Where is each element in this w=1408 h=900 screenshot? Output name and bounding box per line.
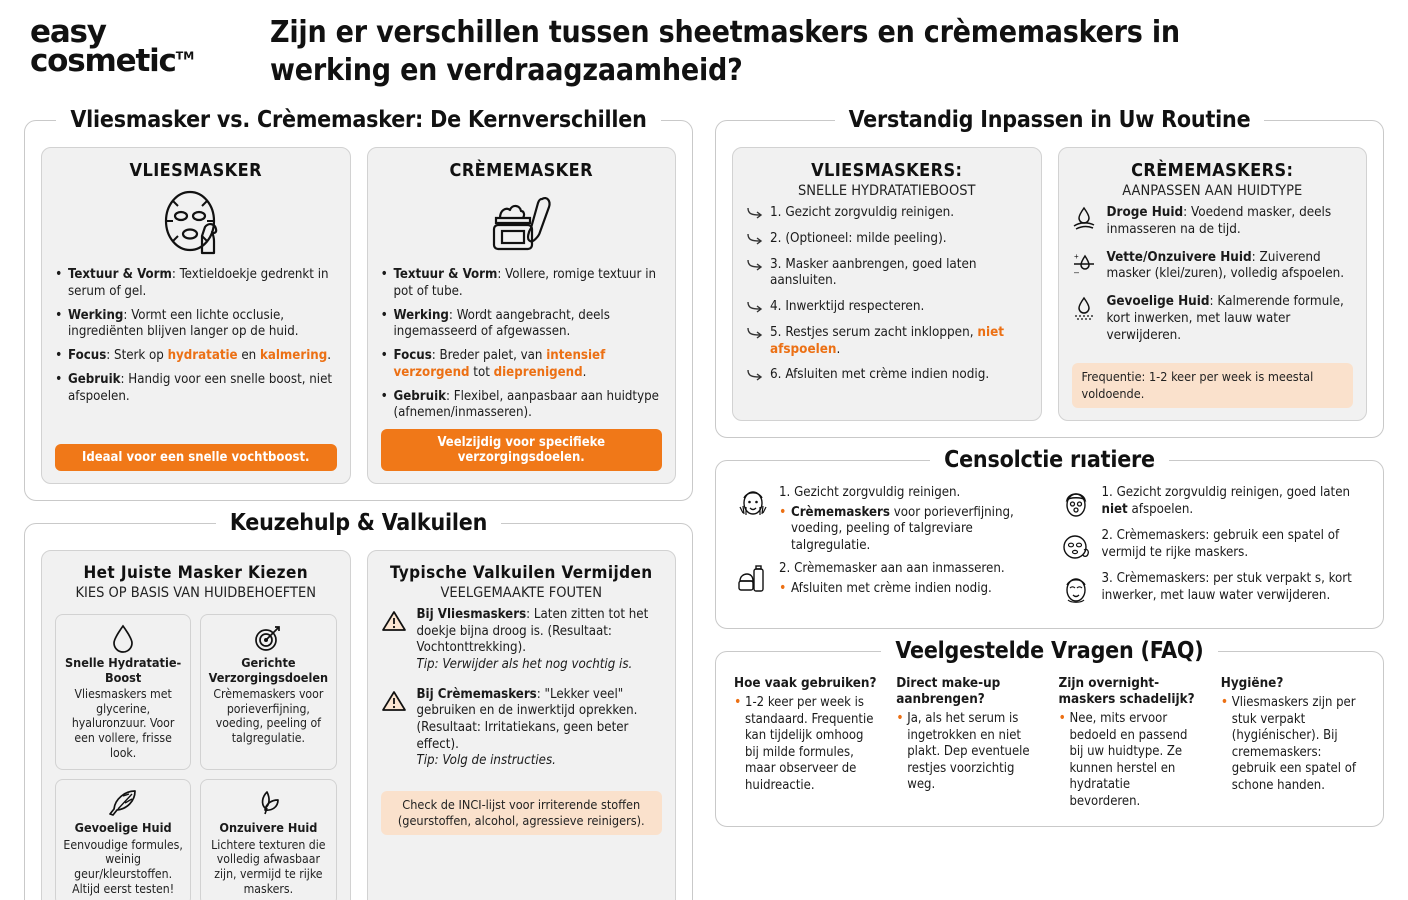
section-choice-pitfalls <box>24 510 693 900</box>
consolidation-right-list <box>1059 485 1364 614</box>
faq-item <box>1221 676 1365 810</box>
tile-desc: Lichtere texturen die volledig afwasbaar zijn, vermijd te rijke maskers. <box>211 837 326 896</box>
list-item: • Focus: Sterk op hydratatie en kalmering. <box>55 348 337 365</box>
feather-icon <box>62 788 184 818</box>
card-vliesmasker-heading: VLIESMASKER <box>129 160 262 181</box>
faq-question: Direct make-up aanbrengen? <box>896 675 1001 708</box>
item-text: Droge Huid: Voedend masker, deels inmasseren na de tijd. <box>1106 205 1332 237</box>
tile-title: Onzuivere Huid <box>219 820 318 836</box>
header <box>0 0 1408 120</box>
face-treatment-icon <box>736 485 770 555</box>
tile-hydration <box>55 614 191 770</box>
list-item <box>1059 485 1364 521</box>
svg-text:–: – <box>1073 266 1079 277</box>
face-mask-applying-icon <box>1059 528 1093 564</box>
card-pitfalls <box>367 550 677 900</box>
tile-title: Gevoelige Huid <box>74 820 172 836</box>
card-mask-chooser <box>41 550 351 900</box>
arrow-curve-icon <box>747 368 764 381</box>
pitfalls-subheading: VEELGEMAAKTE FOUTEN <box>440 585 603 602</box>
section-faq <box>715 637 1384 827</box>
faq-question: Hoe vaak gebruiken? <box>734 675 877 691</box>
sheet-mask-face-icon <box>55 187 337 257</box>
list-item: 6. Afsluiten met crème indien nodig. <box>746 367 1028 384</box>
list-item <box>1072 294 1354 344</box>
chooser-subheading: KIES OP BASIS VAN HUIDBEHOEFTEN <box>75 585 317 602</box>
section-consolidation-title: Censolctie rıatiere <box>930 447 1169 473</box>
card-routine-sheet <box>732 147 1042 421</box>
section-choice-title: Keuzehulp & Valkuilen <box>216 510 501 536</box>
arrow-curve-icon <box>747 258 764 271</box>
arrow-curve-icon <box>747 300 764 313</box>
tile-sensitive-skin <box>55 779 191 900</box>
item-text: 1. Gezicht zorgvuldig reinigen. • Crèmemaskers voor porieverfijning, voeding, peeling of talgreviare talgregulatie. <box>779 485 1041 555</box>
section-consolidation <box>715 446 1384 629</box>
pitfall-item <box>381 607 663 674</box>
list-item: 3. Masker aanbrengen, goed laten aansluiten. <box>746 257 1028 291</box>
list-item: 1. Gezicht zorgvuldig reinigen. <box>746 205 1028 222</box>
item-text: 2. Crèmemasker aan aan inmasseren. • Afsluiten met crème indien nodig. <box>779 561 1041 597</box>
water-drop-icon <box>62 623 184 653</box>
section-faq-title: Veelgestelde Vragen (FAQ) <box>881 638 1217 664</box>
tube-jar-icon <box>736 561 770 597</box>
list-item <box>736 485 1041 555</box>
card-vliesmasker <box>41 147 351 484</box>
list-item: • Werking: Vormt een lichte occlusie, ingrediënten blijven langer op de huid. <box>55 308 337 342</box>
card-routine-cream <box>1058 147 1368 421</box>
faq-answer: • Ja, als het serum is ingetrokken en niet plakt. Dep eventuele restjes voorzichtig weg. <box>896 711 1040 794</box>
brand-line-2: cosmetic <box>30 42 176 79</box>
page-title: Zijn er verschillen tussen sheetmaskers en crèmemaskers in werking en verdraagzaamheid? <box>270 15 1180 88</box>
item-text: 1. Gezicht zorgvuldig reinigen, goed laten niet afspoelen. <box>1101 484 1351 517</box>
list-item <box>1059 571 1364 607</box>
routine-sheet-subheading: SNELLE HYDRATATIEBOOST <box>798 183 976 199</box>
section-core-differences <box>24 107 693 501</box>
faq-item <box>1059 676 1203 810</box>
tile-targeted-care <box>200 614 336 770</box>
section-routine-title: Verstandig Inpassen in Uw Routine <box>835 107 1265 133</box>
list-item: • Gebruik: Handig voor een snelle boost, niet afspoelen. <box>55 372 337 406</box>
section-core-title: Vliesmasker vs. Crèmemasker: De Kernverschillen <box>56 107 660 133</box>
routine-cream-subheading: AANPASSEN AAN HUIDTYPE <box>1122 183 1303 199</box>
item-text: Gevoelige Huid: Kalmerende formule, kort inwerken, met lauw water verwijderen. <box>1106 294 1344 343</box>
routine-cream-items <box>1072 205 1354 355</box>
brand-logo <box>0 14 270 79</box>
chooser-heading: Het Juiste Masker Kiezen <box>83 563 309 584</box>
item-text: 3. Crèmemaskers: per stuk verpakt s, kort inwerker, met lauw water verwijderen. <box>1101 570 1352 603</box>
vliesmasker-pill: Ideaal voor een snelle vochtboost. <box>55 444 337 471</box>
faq-question: Zijn overnight-maskers schadelijk? <box>1058 675 1195 708</box>
left-column <box>24 107 693 900</box>
routine-cream-heading: CRÈMEMASKERS: <box>1131 160 1294 181</box>
tile-desc: Eenvoudige formules, weinig geur/kleurstoffen. Altijd eerst testen! <box>63 837 183 896</box>
list-item: 2. (Optioneel: milde peeling). <box>746 231 1028 248</box>
drop-hand-icon <box>1072 205 1098 239</box>
face-smiling-icon <box>1059 571 1093 607</box>
routine-sheet-heading: VLIESMASKERS: <box>811 160 963 181</box>
pitfall-item <box>381 687 663 770</box>
list-item: • Focus: Breder palet, van intensief verzorgend tot dieprenigend. <box>381 348 663 382</box>
list-item <box>1072 250 1354 284</box>
tile-title: Gerichte Verzorgingsdoelen <box>208 655 329 685</box>
list-item: 4. Inwerktijd respecteren. <box>746 299 1028 316</box>
right-column <box>715 107 1384 900</box>
drop-plus-minus-icon <box>1072 250 1098 284</box>
faq-item <box>734 676 878 810</box>
pitfalls-note: Check de INCI-lijst voor irriterende stoffen (geurstoffen, alcohol, agressieve reinigers). <box>381 791 663 836</box>
faq-item <box>896 676 1040 810</box>
section-routine <box>715 107 1384 438</box>
leaf-icon <box>207 788 329 818</box>
warning-triangle-icon <box>381 687 407 770</box>
tile-title: Snelle Hydratatie-Boost <box>64 655 182 685</box>
pitfalls-heading: Typische Valkuilen Vermijden <box>389 563 653 584</box>
faq-question: Hygiëne? <box>1220 675 1284 691</box>
faq-answer: • 1-2 keer per week is standaard. Frequentie kan tijdelijk omhoog bij milde formules, maar observeer de huidreactie. <box>734 695 878 794</box>
card-crememasker <box>367 147 677 484</box>
list-item <box>1072 205 1354 239</box>
svg-text:+: + <box>1073 251 1079 261</box>
drop-sensitive-icon <box>1072 294 1098 344</box>
cream-jar-spatula-icon <box>381 187 663 257</box>
list-item <box>1059 528 1364 564</box>
list-item: • Werking: Wordt aangebracht, deels ingemasseerd of afgewassen. <box>381 308 663 342</box>
item-text: Vette/Onzuivere Huid: Zuiverend masker (klei/zuren), volledig afspoelen. <box>1106 249 1345 282</box>
faq-answer: • Nee, mits ervoor bedoeld en passend bij uw huidtype. Ze kunnen herstel en hydratatie bevorderen. <box>1059 711 1203 810</box>
list-item: • Textuur & Vorm: Vollere, romige textuur in pot of tube. <box>381 267 663 301</box>
pitfall-text: Bij Crèmemaskers: "Lekker veel" gebruiken en de inwerktijd oprekken. (Resultaat: Irritatiekans, geen beter effect). Tip: Volg de instructies. <box>416 686 638 769</box>
brand-line-1: easy <box>30 14 106 50</box>
warning-triangle-icon <box>381 607 407 674</box>
faq-answer: • Vliesmaskers zijn per stuk verpakt (hygiénischer). Bij crememaskers: gebruik een spatel of schone handen. <box>1221 695 1365 794</box>
pitfall-text: Bij Vliesmaskers: Laten zitten tot het doekje bijna droog is. (Resultaat: Vochtonttrekking). Tip: Verwijder als het nog vochtig is. <box>416 607 649 672</box>
content-columns <box>0 107 1408 900</box>
card-crememasker-heading: CRÈMEMASKER <box>449 160 593 181</box>
tile-desc: Crèmemaskers voor porieverfijning, voeding, peeling of talgregulatie. <box>213 687 324 745</box>
item-text: 2. Crèmemaskers: gebruik een spatel of vermijd te rijke maskers. <box>1101 527 1340 560</box>
list-item <box>736 561 1041 597</box>
tile-impure-skin <box>200 779 336 900</box>
consolidation-left-list <box>736 485 1041 614</box>
crememasker-pill: Veelzijdig voor specifieke verzorgingsdoelen. <box>381 429 663 471</box>
target-arrow-icon <box>207 623 329 653</box>
crememasker-bullets <box>381 267 663 429</box>
list-item: • Gebruik: Flexibel, aanpasbaar aan huidtype (afnemen/inmasseren). <box>381 389 663 423</box>
face-headband-icon <box>1059 485 1093 521</box>
vliesmasker-bullets <box>55 267 337 412</box>
routine-frequency-note: Frequentie: 1-2 keer per week is meestal voldoende. <box>1072 363 1354 408</box>
routine-sheet-steps <box>746 205 1028 393</box>
arrow-curve-icon <box>747 232 764 245</box>
list-item: 5. Restjes serum zacht inkloppen, niet afspoelen. <box>746 325 1028 359</box>
chooser-tiles <box>55 614 337 900</box>
trademark-symbol: TM <box>175 49 195 63</box>
arrow-curve-icon <box>747 326 764 339</box>
list-item: • Textuur & Vorm: Textieldoekje gedrenkt in serum of gel. <box>55 267 337 301</box>
tile-desc: Vliesmaskers met glycerine, hyaluronzuur. Voor een vollere, frisse look. <box>71 687 175 760</box>
arrow-curve-icon <box>747 206 764 219</box>
